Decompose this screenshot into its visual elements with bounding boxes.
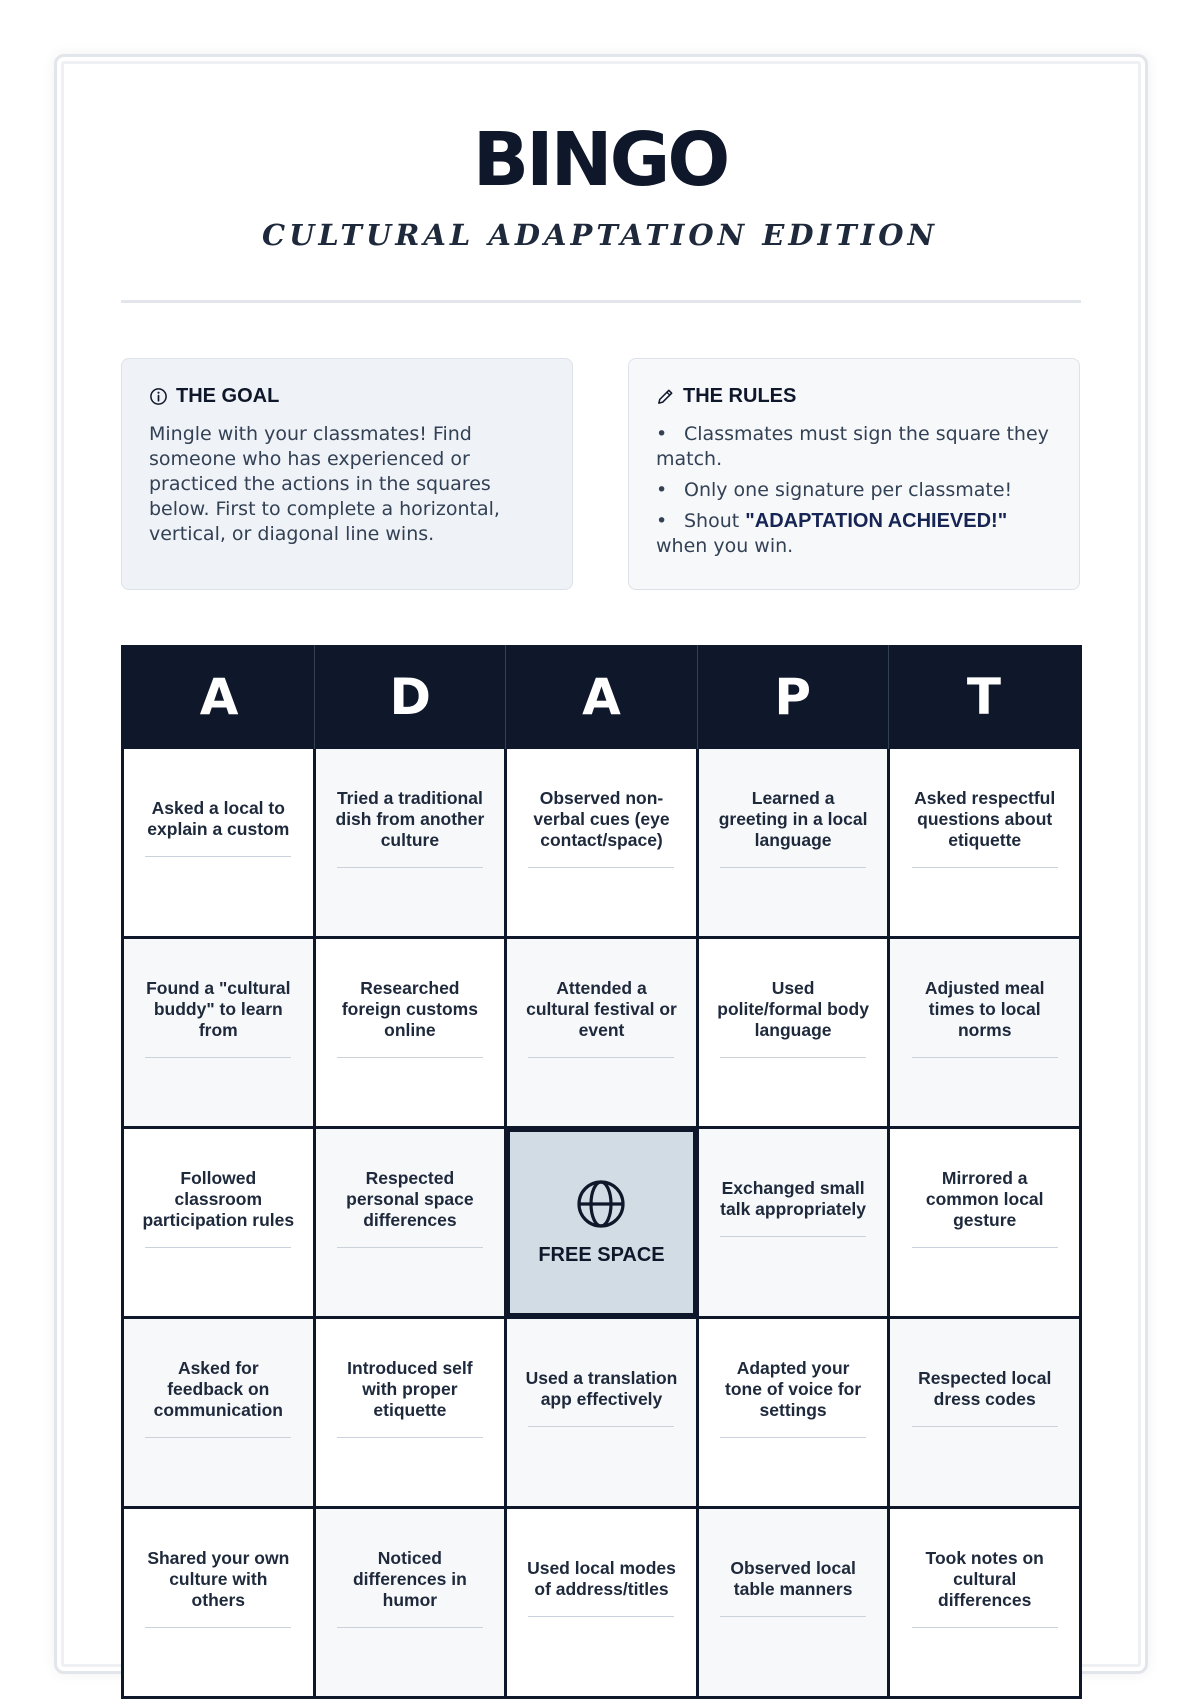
shout-prefix: Shout xyxy=(684,510,740,532)
bingo-square[interactable]: Asked a local to explain a custom xyxy=(124,749,313,936)
bingo-square[interactable]: Took notes on cultural differences xyxy=(890,1509,1079,1696)
bingo-grid xyxy=(124,749,1079,1696)
rules-box xyxy=(628,358,1080,590)
free-space[interactable] xyxy=(507,1129,696,1316)
bingo-square[interactable]: Respected personal space differences xyxy=(316,1129,505,1316)
bingo-square[interactable]: Exchanged small talk appropriately xyxy=(699,1129,888,1316)
info-icon xyxy=(149,387,168,406)
bingo-square[interactable]: Followed classroom participation rules xyxy=(124,1129,313,1316)
goal-box xyxy=(121,358,573,590)
bingo-square[interactable]: Used a translation app effectively xyxy=(507,1319,696,1506)
pencil-icon xyxy=(656,387,675,406)
signature-line xyxy=(145,856,291,857)
rules-heading-label: THE RULES xyxy=(683,385,797,407)
bingo-square[interactable]: Asked for feedback on communication xyxy=(124,1319,313,1506)
signature-line xyxy=(337,1627,483,1628)
rules-list xyxy=(656,422,1052,559)
column-header: P xyxy=(698,645,889,749)
signature-line xyxy=(912,1426,1058,1427)
signature-line xyxy=(528,867,674,868)
signature-line xyxy=(720,1057,866,1058)
bingo-square[interactable]: Adapted your tone of voice for settings xyxy=(699,1319,888,1506)
signature-line xyxy=(720,1437,866,1438)
column-header: T xyxy=(966,668,1001,726)
signature-line xyxy=(912,1247,1058,1248)
signature-line xyxy=(145,1627,291,1628)
bingo-square[interactable]: Used polite/formal body language xyxy=(699,939,888,1126)
bingo-board xyxy=(121,645,1082,1699)
column-header: D xyxy=(315,645,506,749)
signature-line xyxy=(337,867,483,868)
bingo-square[interactable]: Tried a traditional dish from another culture xyxy=(316,749,505,936)
signature-line xyxy=(912,1627,1058,1628)
bingo-square[interactable]: Asked respectful questions about etiquette xyxy=(890,749,1079,936)
signature-line xyxy=(145,1437,291,1438)
bingo-square[interactable]: Mirrored a common local gesture xyxy=(890,1129,1079,1316)
signature-line xyxy=(145,1057,291,1058)
goal-text: Mingle with your classmates! Find someone who has experienced or practiced the actions in the squares below. First to complete a horizontal, vertical, or diagonal line wins. xyxy=(149,423,500,545)
bingo-square[interactable]: Attended a cultural festival or event xyxy=(507,939,696,1126)
shout-suffix: when you win. xyxy=(656,535,794,557)
signature-line xyxy=(145,1247,291,1248)
rules-heading xyxy=(656,385,1052,408)
bingo-square[interactable]: Observed local table manners xyxy=(699,1509,888,1696)
signature-line xyxy=(528,1057,674,1058)
rule-item: • Classmates must sign the square they match. xyxy=(656,423,1049,470)
globe-icon xyxy=(575,1178,627,1230)
page-title: BINGO xyxy=(472,117,728,203)
rule-item: • Only one signature per classmate! xyxy=(656,479,1013,501)
column-header: A xyxy=(124,645,315,749)
signature-line xyxy=(337,1247,483,1248)
signature-line xyxy=(337,1057,483,1058)
signature-line xyxy=(720,1236,866,1237)
bingo-square[interactable]: Noticed differences in humor xyxy=(316,1509,505,1696)
bingo-square[interactable]: Shared your own culture with others xyxy=(124,1509,313,1696)
signature-line xyxy=(528,1426,674,1427)
signature-line xyxy=(912,867,1058,868)
bingo-square[interactable]: Adjusted meal times to local norms xyxy=(890,939,1079,1126)
signature-line xyxy=(720,867,866,868)
bingo-square[interactable]: Observed non-verbal cues (eye contact/space) xyxy=(507,749,696,936)
divider xyxy=(121,300,1081,303)
rule-item: • Shout "ADAPTATION ACHIEVED!" when you win. xyxy=(656,510,1008,557)
bingo-square[interactable]: Used local modes of address/titles xyxy=(507,1509,696,1696)
column-header-row xyxy=(124,645,1079,749)
shout-phrase: "ADAPTATION ACHIEVED!" xyxy=(745,510,1008,532)
signature-line xyxy=(720,1616,866,1617)
signature-line xyxy=(337,1437,483,1438)
bingo-square[interactable]: Learned a greeting in a local language xyxy=(699,749,888,936)
page-subtitle: CULTURAL ADAPTATION EDITION xyxy=(262,218,938,252)
signature-line xyxy=(912,1057,1058,1058)
goal-heading-label: THE GOAL xyxy=(176,385,280,407)
bingo-square[interactable]: Respected local dress codes xyxy=(890,1319,1079,1506)
signature-line xyxy=(528,1616,674,1617)
bingo-square[interactable]: Researched foreign customs online xyxy=(316,939,505,1126)
bingo-square[interactable]: Introduced self with proper etiquette xyxy=(316,1319,505,1506)
goal-heading xyxy=(149,385,545,408)
free-space-label: FREE SPACE xyxy=(538,1244,665,1266)
column-header: A xyxy=(506,645,697,749)
bingo-square[interactable]: Found a "cultural buddy" to learn from xyxy=(124,939,313,1126)
